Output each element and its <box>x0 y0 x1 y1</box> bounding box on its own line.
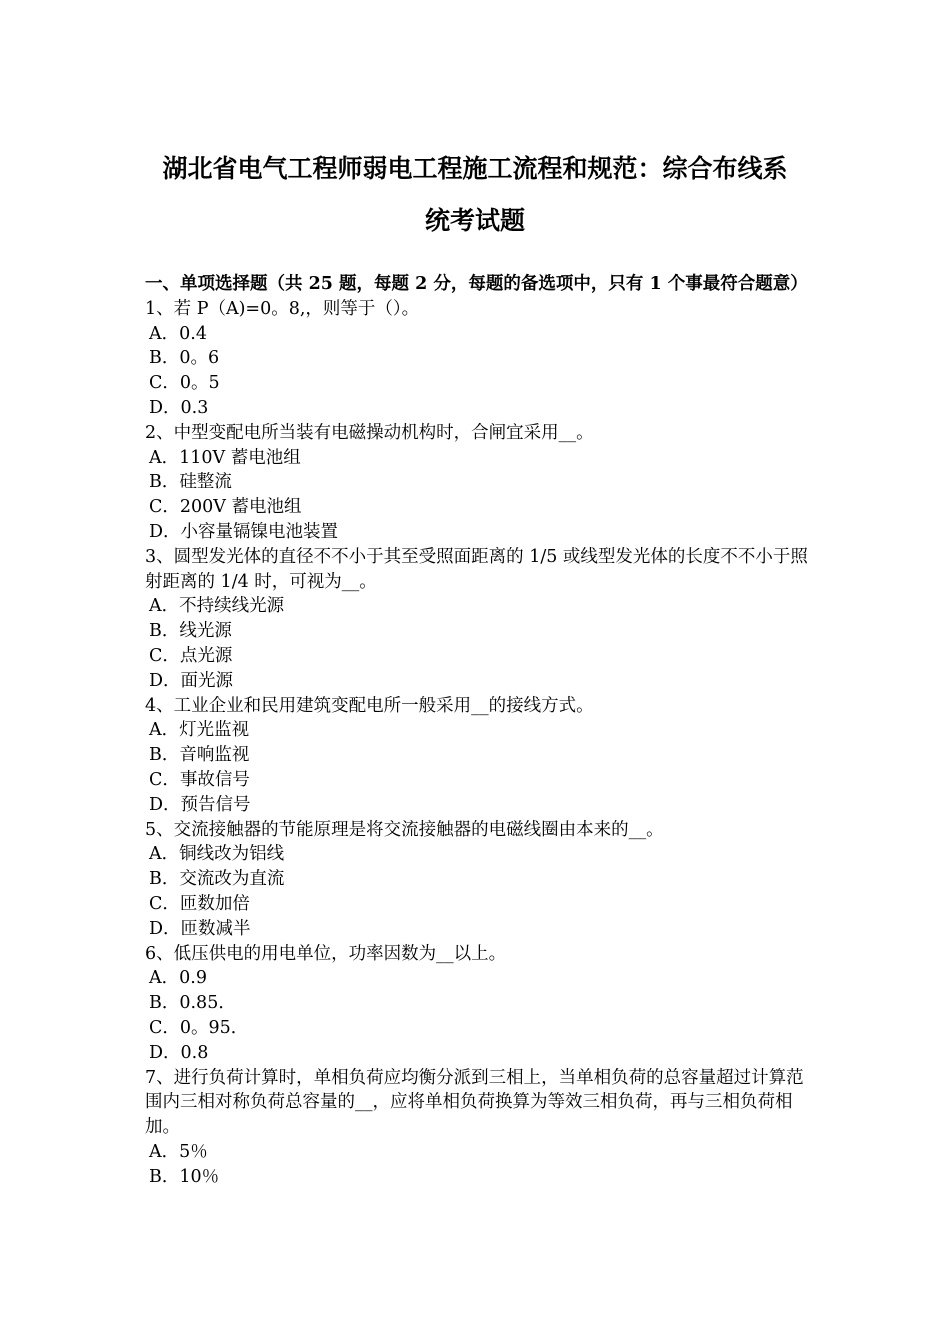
section-heading: 一、单项选择题（共 25 题，每题 2 分，每题的备选项中，只有 1 个事最符合题意） <box>145 274 808 294</box>
answer-option: A．铜线改为铝线 <box>149 844 285 865</box>
answer-option: B．音响监视 <box>149 745 250 766</box>
answer-option: C．事故信号 <box>149 769 250 790</box>
question-text: 4、工业企业和民用建筑变配电所一般采用__的接线方式。 <box>145 695 594 716</box>
answer-option: D．面光源 <box>149 670 234 691</box>
answer-option: A．灯光监视 <box>149 720 250 741</box>
answer-option: D．匝数减半 <box>149 918 251 939</box>
answer-option: A．0.4 <box>149 323 207 344</box>
answer-option: A．不持续线光源 <box>149 596 285 617</box>
question-text: 2、中型变配电所当装有电磁操动机构时，合闸宜采用__。 <box>145 422 594 443</box>
answer-option: B．交流改为直流 <box>149 869 285 890</box>
question-text: 3、圆型发光体的直径不不小于其至受照面距离的 1/5 或线型发光体的长度不不小于照射距离的 1/4 时，可视为__。 <box>145 546 808 592</box>
answer-option: D．0.8 <box>149 1042 209 1063</box>
answer-option: B．10％ <box>149 1166 220 1187</box>
question-text: 7、进行负荷计算时，单相负荷应均衡分派到三相上，当单相负荷的总容量超过计算范围内三相对称负荷总容量的__，应将单相负荷换算为等效三相负荷，再与三相负荷相加。 <box>145 1067 804 1138</box>
document-body <box>145 272 810 1189</box>
question-list <box>145 297 810 1190</box>
answer-option: B．0.85． <box>149 993 236 1014</box>
answer-option: C．200V 蓄电池组 <box>149 497 302 518</box>
answer-option: A．110V 蓄电池组 <box>149 447 301 468</box>
title-line-1: 湖北省电气工程师弱电工程施工流程和规范：综合布线系 <box>162 154 788 183</box>
answer-option: C．0。95． <box>149 1017 249 1038</box>
question-text: 6、低压供电的用电单位，功率因数为__以上。 <box>145 943 507 964</box>
title-line-2: 统考试题 <box>424 206 525 235</box>
answer-option: C．点光源 <box>149 645 233 666</box>
answer-option: A．5％ <box>149 1141 208 1162</box>
answer-option: C．0。5 <box>149 373 220 394</box>
answer-option: B．硅整流 <box>149 472 232 493</box>
answer-option: D．0.3 <box>149 397 209 418</box>
answer-option: B．0。6 <box>149 348 220 369</box>
answer-option: B．线光源 <box>149 621 232 642</box>
question-text: 5、交流接触器的节能原理是将交流接触器的电磁线圈由本来的__。 <box>145 819 664 840</box>
answer-option: D．预告信号 <box>149 794 251 815</box>
answer-option: A．0.9 <box>149 968 207 989</box>
answer-option: C．匝数加倍 <box>149 893 250 914</box>
answer-option: D．小容量镉镍电池装置 <box>149 521 339 542</box>
document-title <box>130 143 820 247</box>
question-text: 1、若 P（A)=0。8,，则等于（）。 <box>145 298 420 319</box>
